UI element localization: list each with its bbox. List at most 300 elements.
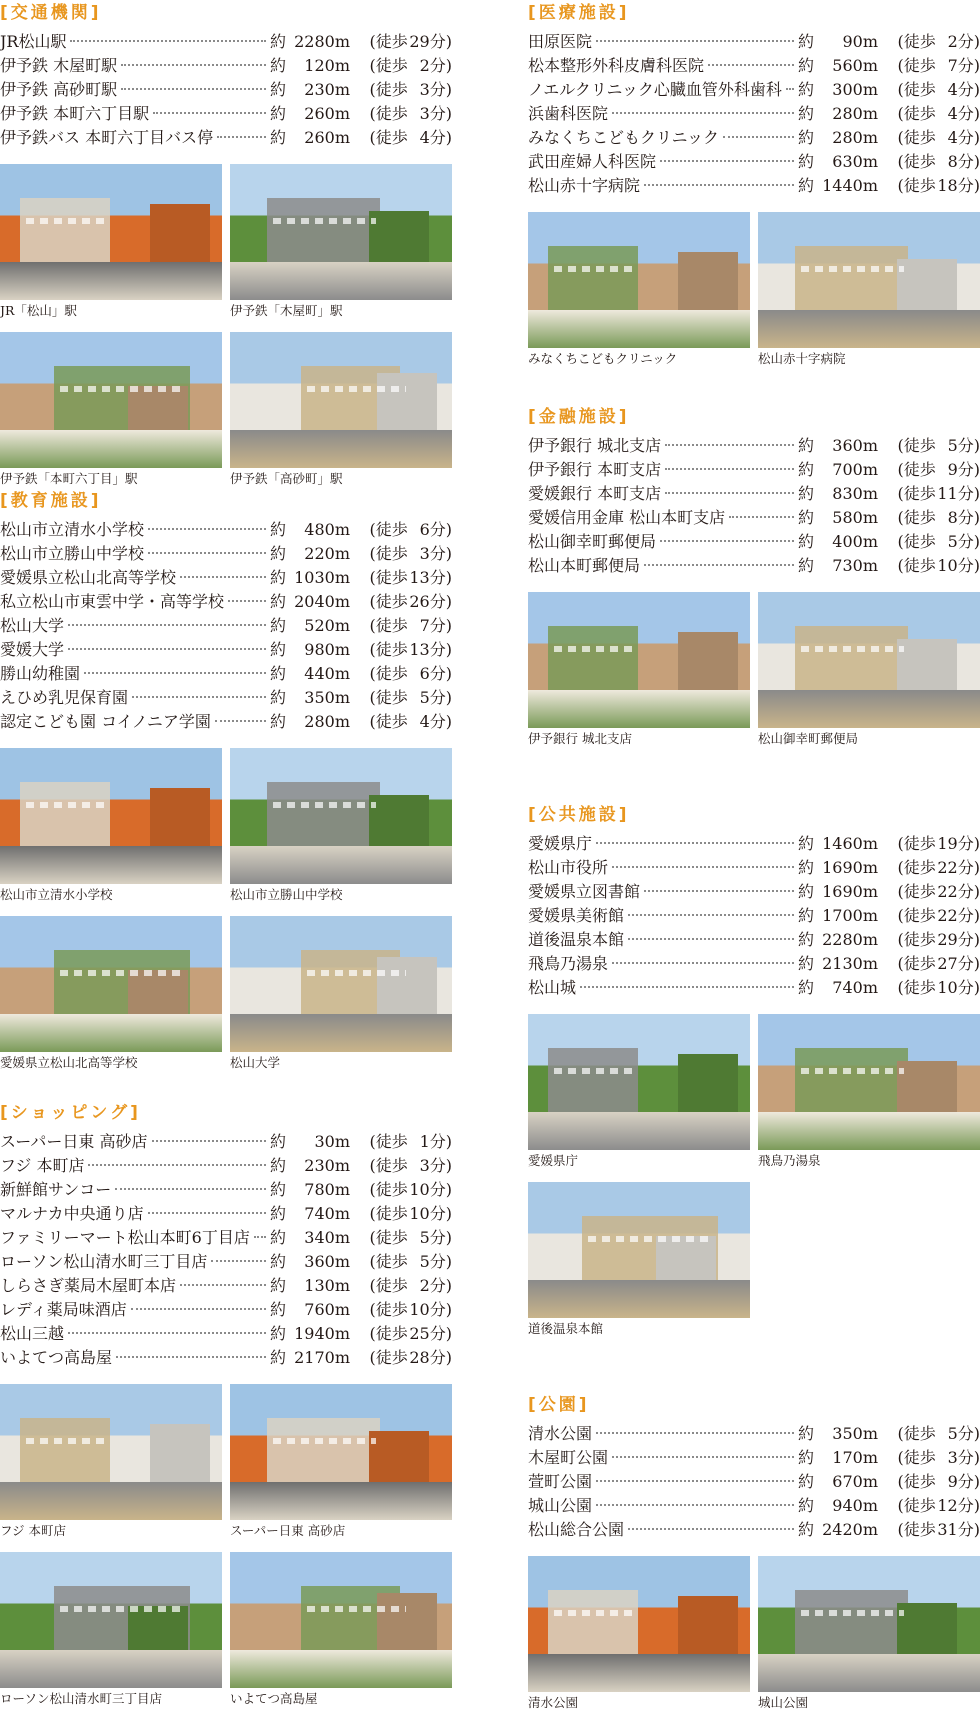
photo-caption: 愛媛県庁 [528, 1153, 579, 1168]
approx-label: 約 [270, 80, 287, 99]
walk-close: ) [973, 56, 980, 75]
building-shape [150, 788, 210, 846]
approx-label: 約 [798, 978, 815, 997]
walk-time [878, 150, 980, 174]
facility-list [528, 832, 980, 1000]
walk-close: ) [973, 460, 980, 479]
distance-meters: 980m [304, 640, 350, 659]
window-strip [26, 802, 106, 808]
walk-minutes: 4分 [419, 128, 446, 147]
walk-time [350, 638, 452, 662]
window-strip [588, 1236, 714, 1242]
facility-name: 私立松山市東雲中学・高等学校 [0, 592, 225, 611]
facility-name: 伊予銀行 城北支店 [528, 436, 662, 455]
facility-photo [230, 164, 452, 300]
walk-time [350, 1274, 452, 1298]
facility-row [0, 1202, 452, 1226]
distance-info [270, 1202, 452, 1226]
walk-time [350, 30, 452, 54]
walk-open: (徒歩 [897, 834, 936, 853]
window-strip [60, 386, 186, 392]
approx-label: 約 [798, 484, 815, 503]
facility-row [528, 1470, 980, 1494]
leader-dots [660, 160, 794, 162]
section-heading: [公園] [528, 1395, 590, 1415]
photo-card [0, 748, 222, 908]
walk-time [350, 54, 452, 78]
walk-close: ) [973, 930, 980, 949]
walk-time [878, 126, 980, 150]
walk-time [878, 1446, 980, 1470]
walk-close: ) [973, 1496, 980, 1515]
approx-label: 約 [270, 1180, 287, 1199]
facility-name: 愛媛県立図書館 [528, 882, 641, 901]
facility-photo [230, 748, 452, 884]
facility-row [0, 1322, 452, 1346]
building-shape [377, 1593, 437, 1650]
walk-time [350, 710, 452, 734]
building-shape [548, 1590, 638, 1654]
facility-name: 愛媛県庁 [528, 834, 593, 853]
leader-dots [729, 516, 794, 518]
walk-close: ) [973, 1520, 980, 1539]
approx-label: 約 [270, 688, 287, 707]
walk-minutes: 5分 [947, 436, 974, 455]
walk-open: (徒歩 [897, 436, 936, 455]
walk-close: ) [445, 1300, 452, 1319]
distance-info [798, 434, 980, 458]
leader-dots [254, 1236, 266, 1238]
walk-minutes: 19分 [937, 834, 974, 853]
facility-name: 松山市立清水小学校 [0, 520, 145, 539]
photo-card [758, 1014, 980, 1174]
walk-minutes: 9分 [947, 460, 974, 479]
walk-time [350, 686, 452, 710]
distance-meters: 90m [842, 32, 878, 51]
photo-caption: 松山市立清水小学校 [0, 887, 113, 902]
leader-dots [596, 842, 794, 844]
photo-card [0, 916, 222, 1076]
facility-name: 松山赤十字病院 [528, 176, 641, 195]
approx-label: 約 [270, 1252, 287, 1271]
walk-time [878, 458, 980, 482]
walk-minutes: 3分 [419, 80, 446, 99]
distance-meters: 260m [304, 128, 350, 147]
distance-info [270, 102, 452, 126]
window-strip [60, 970, 186, 976]
facility-photo [0, 1384, 222, 1520]
facility-row [528, 506, 980, 530]
building-shape [128, 386, 188, 430]
approx-label: 約 [798, 532, 815, 551]
walk-minutes: 25分 [409, 1324, 446, 1343]
distance-meters: 120m [304, 56, 350, 75]
walk-open: (徒歩 [369, 80, 408, 99]
facility-name: 松本整形外科皮膚科医院 [528, 56, 705, 75]
distance-info [270, 710, 452, 734]
approx-label: 約 [798, 460, 815, 479]
facility-row [528, 174, 980, 198]
walk-close: ) [445, 1132, 452, 1151]
distance-info [798, 30, 980, 54]
distance-info [270, 542, 452, 566]
distance-meters: 280m [832, 128, 878, 147]
distance-meters: 2170m [294, 1348, 350, 1367]
facility-name: 愛媛信用金庫 松山本町支店 [528, 508, 726, 527]
section-finance [528, 404, 980, 802]
leader-dots [665, 444, 794, 446]
approx-label: 約 [270, 520, 287, 539]
photo-card [230, 1552, 452, 1712]
leader-dots [148, 1212, 266, 1214]
photo-grid [528, 592, 980, 752]
walk-open: (徒歩 [897, 556, 936, 575]
photo-caption: JR「松山」駅 [0, 303, 77, 318]
approx-label: 約 [270, 616, 287, 635]
facility-name: 清水公園 [528, 1424, 593, 1443]
walk-close: ) [973, 532, 980, 551]
approx-label: 約 [270, 712, 287, 731]
walk-minutes: 2分 [419, 1276, 446, 1295]
approx-label: 約 [270, 1276, 287, 1295]
approx-label: 約 [798, 32, 815, 51]
facility-row [528, 856, 980, 880]
facility-row [528, 54, 980, 78]
walk-time [878, 174, 980, 198]
building-shape [678, 632, 738, 690]
facility-photo [0, 748, 222, 884]
walk-time [878, 434, 980, 458]
walk-open: (徒歩 [369, 56, 408, 75]
walk-open: (徒歩 [897, 1424, 936, 1443]
walk-time [350, 78, 452, 102]
walk-open: (徒歩 [897, 882, 936, 901]
distance-meters: 1460m [822, 834, 878, 853]
walk-close: ) [445, 1324, 452, 1343]
distance-info [798, 530, 980, 554]
facility-row [528, 102, 980, 126]
leader-dots [70, 40, 266, 42]
walk-time [878, 482, 980, 506]
photo-caption: 清水公園 [528, 1695, 579, 1710]
walk-time [878, 554, 980, 578]
walk-open: (徒歩 [369, 568, 408, 587]
walk-close: ) [973, 128, 980, 147]
facility-name: 城山公園 [528, 1496, 593, 1515]
distance-meters: 30m [314, 1132, 350, 1151]
distance-info [798, 928, 980, 952]
walk-close: ) [445, 56, 452, 75]
facility-name: JR松山駅 [0, 32, 67, 51]
distance-meters: 230m [304, 1156, 350, 1175]
distance-info [798, 880, 980, 904]
approx-label: 約 [798, 858, 815, 877]
facility-photo [758, 212, 980, 348]
walk-minutes: 10分 [409, 1204, 446, 1223]
distance-info [798, 976, 980, 1000]
photo-caption: 松山御幸町郵便局 [758, 731, 859, 746]
leader-dots [628, 914, 794, 916]
distance-meters: 780m [304, 1180, 350, 1199]
walk-time [350, 542, 452, 566]
section-public [528, 802, 980, 1392]
walk-time [350, 518, 452, 542]
walk-open: (徒歩 [897, 152, 936, 171]
building-shape [897, 1603, 957, 1654]
window-strip [273, 1438, 376, 1444]
approx-label: 約 [270, 1228, 287, 1247]
walk-minutes: 2分 [419, 56, 446, 75]
walk-minutes: 5分 [947, 532, 974, 551]
walk-close: ) [973, 954, 980, 973]
building-shape [678, 1054, 738, 1112]
distance-meters: 1030m [294, 568, 350, 587]
facility-name: 愛媛銀行 本町支店 [528, 484, 662, 503]
walk-time [350, 590, 452, 614]
approx-label: 約 [270, 592, 287, 611]
walk-open: (徒歩 [369, 1228, 408, 1247]
walk-open: (徒歩 [369, 1300, 408, 1319]
leader-dots [644, 890, 794, 892]
walk-time [350, 1250, 452, 1274]
walk-close: ) [445, 616, 452, 635]
facility-row [528, 554, 980, 578]
walk-open: (徒歩 [897, 460, 936, 479]
walk-minutes: 27分 [937, 954, 974, 973]
walk-close: ) [973, 882, 980, 901]
approx-label: 約 [270, 56, 287, 75]
facility-name: 松山市役所 [528, 858, 609, 877]
facility-photo [230, 1552, 452, 1688]
distance-info [270, 518, 452, 542]
leader-dots [148, 552, 266, 554]
facility-photo [230, 332, 452, 468]
distance-info [270, 1250, 452, 1274]
photo-grid [528, 1014, 980, 1342]
leader-dots [596, 40, 794, 42]
approx-label: 約 [270, 544, 287, 563]
distance-info [798, 150, 980, 174]
facility-name: 松山総合公園 [528, 1520, 625, 1539]
distance-meters: 300m [832, 80, 878, 99]
facility-name: 木屋町公園 [528, 1448, 609, 1467]
window-strip [554, 266, 634, 272]
walk-close: ) [445, 544, 452, 563]
walk-minutes: 9分 [947, 1472, 974, 1491]
facility-name: いよてつ高島屋 [0, 1348, 113, 1367]
leader-dots [180, 1284, 266, 1286]
distance-info [270, 1226, 452, 1250]
distance-meters: 740m [832, 978, 878, 997]
approx-label: 約 [270, 104, 287, 123]
leader-dots [628, 938, 794, 940]
walk-minutes: 5分 [419, 688, 446, 707]
facility-row [0, 662, 452, 686]
walk-close: ) [973, 80, 980, 99]
section-heading: [公共施設] [528, 805, 630, 825]
walk-minutes: 29分 [409, 32, 446, 51]
walk-minutes: 1分 [419, 1132, 446, 1151]
photo-card [230, 1384, 452, 1544]
facility-row [0, 1346, 452, 1370]
walk-time [350, 126, 452, 150]
approx-label: 約 [798, 1520, 815, 1539]
leader-dots [116, 1356, 266, 1358]
walk-time [878, 78, 980, 102]
walk-close: ) [973, 152, 980, 171]
photo-caption: 伊予鉄「高砂町」駅 [230, 471, 343, 486]
facility-list [0, 518, 452, 734]
walk-open: (徒歩 [897, 858, 936, 877]
approx-label: 約 [270, 128, 287, 147]
walk-close: ) [973, 834, 980, 853]
facility-row [528, 928, 980, 952]
building-shape [150, 1424, 210, 1482]
facility-row [0, 686, 452, 710]
building-shape [267, 1418, 380, 1482]
walk-close: ) [445, 32, 452, 51]
walk-time [878, 1422, 980, 1446]
approx-label: 約 [798, 954, 815, 973]
walk-minutes: 8分 [947, 508, 974, 527]
walk-open: (徒歩 [897, 32, 936, 51]
photo-card [230, 332, 452, 492]
photo-card [528, 592, 750, 752]
walk-close: ) [445, 1276, 452, 1295]
leader-dots [580, 986, 794, 988]
leader-dots [88, 1164, 266, 1166]
section-transport [0, 0, 452, 488]
facility-name: 松山本町郵便局 [528, 556, 641, 575]
leader-dots [68, 1332, 266, 1334]
walk-open: (徒歩 [897, 1520, 936, 1539]
facility-row [0, 102, 452, 126]
facility-row [0, 614, 452, 638]
approx-label: 約 [270, 1204, 287, 1223]
walk-open: (徒歩 [897, 104, 936, 123]
distance-meters: 480m [304, 520, 350, 539]
distance-info [798, 554, 980, 578]
building-shape [267, 782, 380, 846]
facility-name: 伊予銀行 本町支店 [528, 460, 662, 479]
distance-info [270, 1178, 452, 1202]
walk-minutes: 8分 [947, 152, 974, 171]
photo-caption: ローソン松山清水町三丁目店 [0, 1691, 163, 1706]
facility-row [528, 1446, 980, 1470]
distance-info [270, 662, 452, 686]
walk-close: ) [445, 1252, 452, 1271]
facility-photo [0, 916, 222, 1052]
distance-meters: 700m [832, 460, 878, 479]
photo-card [758, 1556, 980, 1716]
distance-info [798, 1470, 980, 1494]
walk-time [878, 102, 980, 126]
window-strip [273, 218, 376, 224]
walk-time [350, 614, 452, 638]
walk-open: (徒歩 [369, 1156, 408, 1175]
approx-label: 約 [270, 568, 287, 587]
photo-card [528, 212, 750, 372]
walk-minutes: 28分 [409, 1348, 446, 1367]
walk-time [878, 832, 980, 856]
distance-info [798, 832, 980, 856]
walk-close: ) [445, 80, 452, 99]
walk-minutes: 18分 [937, 176, 974, 195]
facility-photo [758, 592, 980, 728]
photo-card [0, 1384, 222, 1544]
approx-label: 約 [798, 176, 815, 195]
walk-open: (徒歩 [369, 640, 408, 659]
distance-info [798, 952, 980, 976]
walk-time [350, 662, 452, 686]
walk-minutes: 22分 [937, 882, 974, 901]
section-heading: [交通機関] [0, 3, 102, 23]
facility-name: 愛媛県美術館 [528, 906, 625, 925]
distance-info [270, 1154, 452, 1178]
facility-row [528, 482, 980, 506]
walk-minutes: 6分 [419, 520, 446, 539]
distance-info [798, 1446, 980, 1470]
walk-minutes: 5分 [947, 1424, 974, 1443]
section-heading: [ショッピング] [0, 1103, 141, 1123]
walk-minutes: 31分 [937, 1520, 974, 1539]
walk-minutes: 11分 [937, 484, 974, 503]
walk-minutes: 3分 [419, 104, 446, 123]
leader-dots [215, 720, 266, 722]
walk-close: ) [973, 858, 980, 877]
walk-open: (徒歩 [897, 176, 936, 195]
approx-label: 約 [798, 882, 815, 901]
distance-meters: 1940m [294, 1324, 350, 1343]
walk-open: (徒歩 [897, 56, 936, 75]
walk-close: ) [445, 568, 452, 587]
walk-minutes: 7分 [947, 56, 974, 75]
distance-info [270, 566, 452, 590]
building-shape [128, 1606, 188, 1650]
photo-caption: 松山赤十字病院 [758, 351, 846, 366]
window-strip [307, 1606, 406, 1612]
walk-close: ) [445, 104, 452, 123]
building-shape [656, 1236, 716, 1280]
walk-open: (徒歩 [897, 1448, 936, 1467]
walk-close: ) [973, 978, 980, 997]
photo-caption: 愛媛県立松山北高等学校 [0, 1055, 138, 1070]
distance-meters: 1700m [822, 906, 878, 925]
walk-time [350, 1346, 452, 1370]
walk-minutes: 10分 [409, 1300, 446, 1319]
walk-close: ) [973, 104, 980, 123]
photo-card [0, 332, 222, 492]
facility-row [528, 78, 980, 102]
walk-open: (徒歩 [369, 1204, 408, 1223]
building-shape [369, 1431, 429, 1482]
walk-close: ) [973, 436, 980, 455]
facility-name: 松山市立勝山中学校 [0, 544, 145, 563]
leader-dots [121, 64, 266, 66]
facility-row [528, 832, 980, 856]
photo-grid [0, 164, 452, 492]
window-strip [554, 1068, 634, 1074]
walk-minutes: 26分 [409, 592, 446, 611]
approx-label: 約 [798, 1424, 815, 1443]
walk-close: ) [445, 1204, 452, 1223]
section-medical [528, 0, 980, 404]
facility-photo [230, 1384, 452, 1520]
walk-open: (徒歩 [897, 80, 936, 99]
distance-info [270, 686, 452, 710]
building-shape [795, 246, 908, 310]
walk-close: ) [973, 508, 980, 527]
